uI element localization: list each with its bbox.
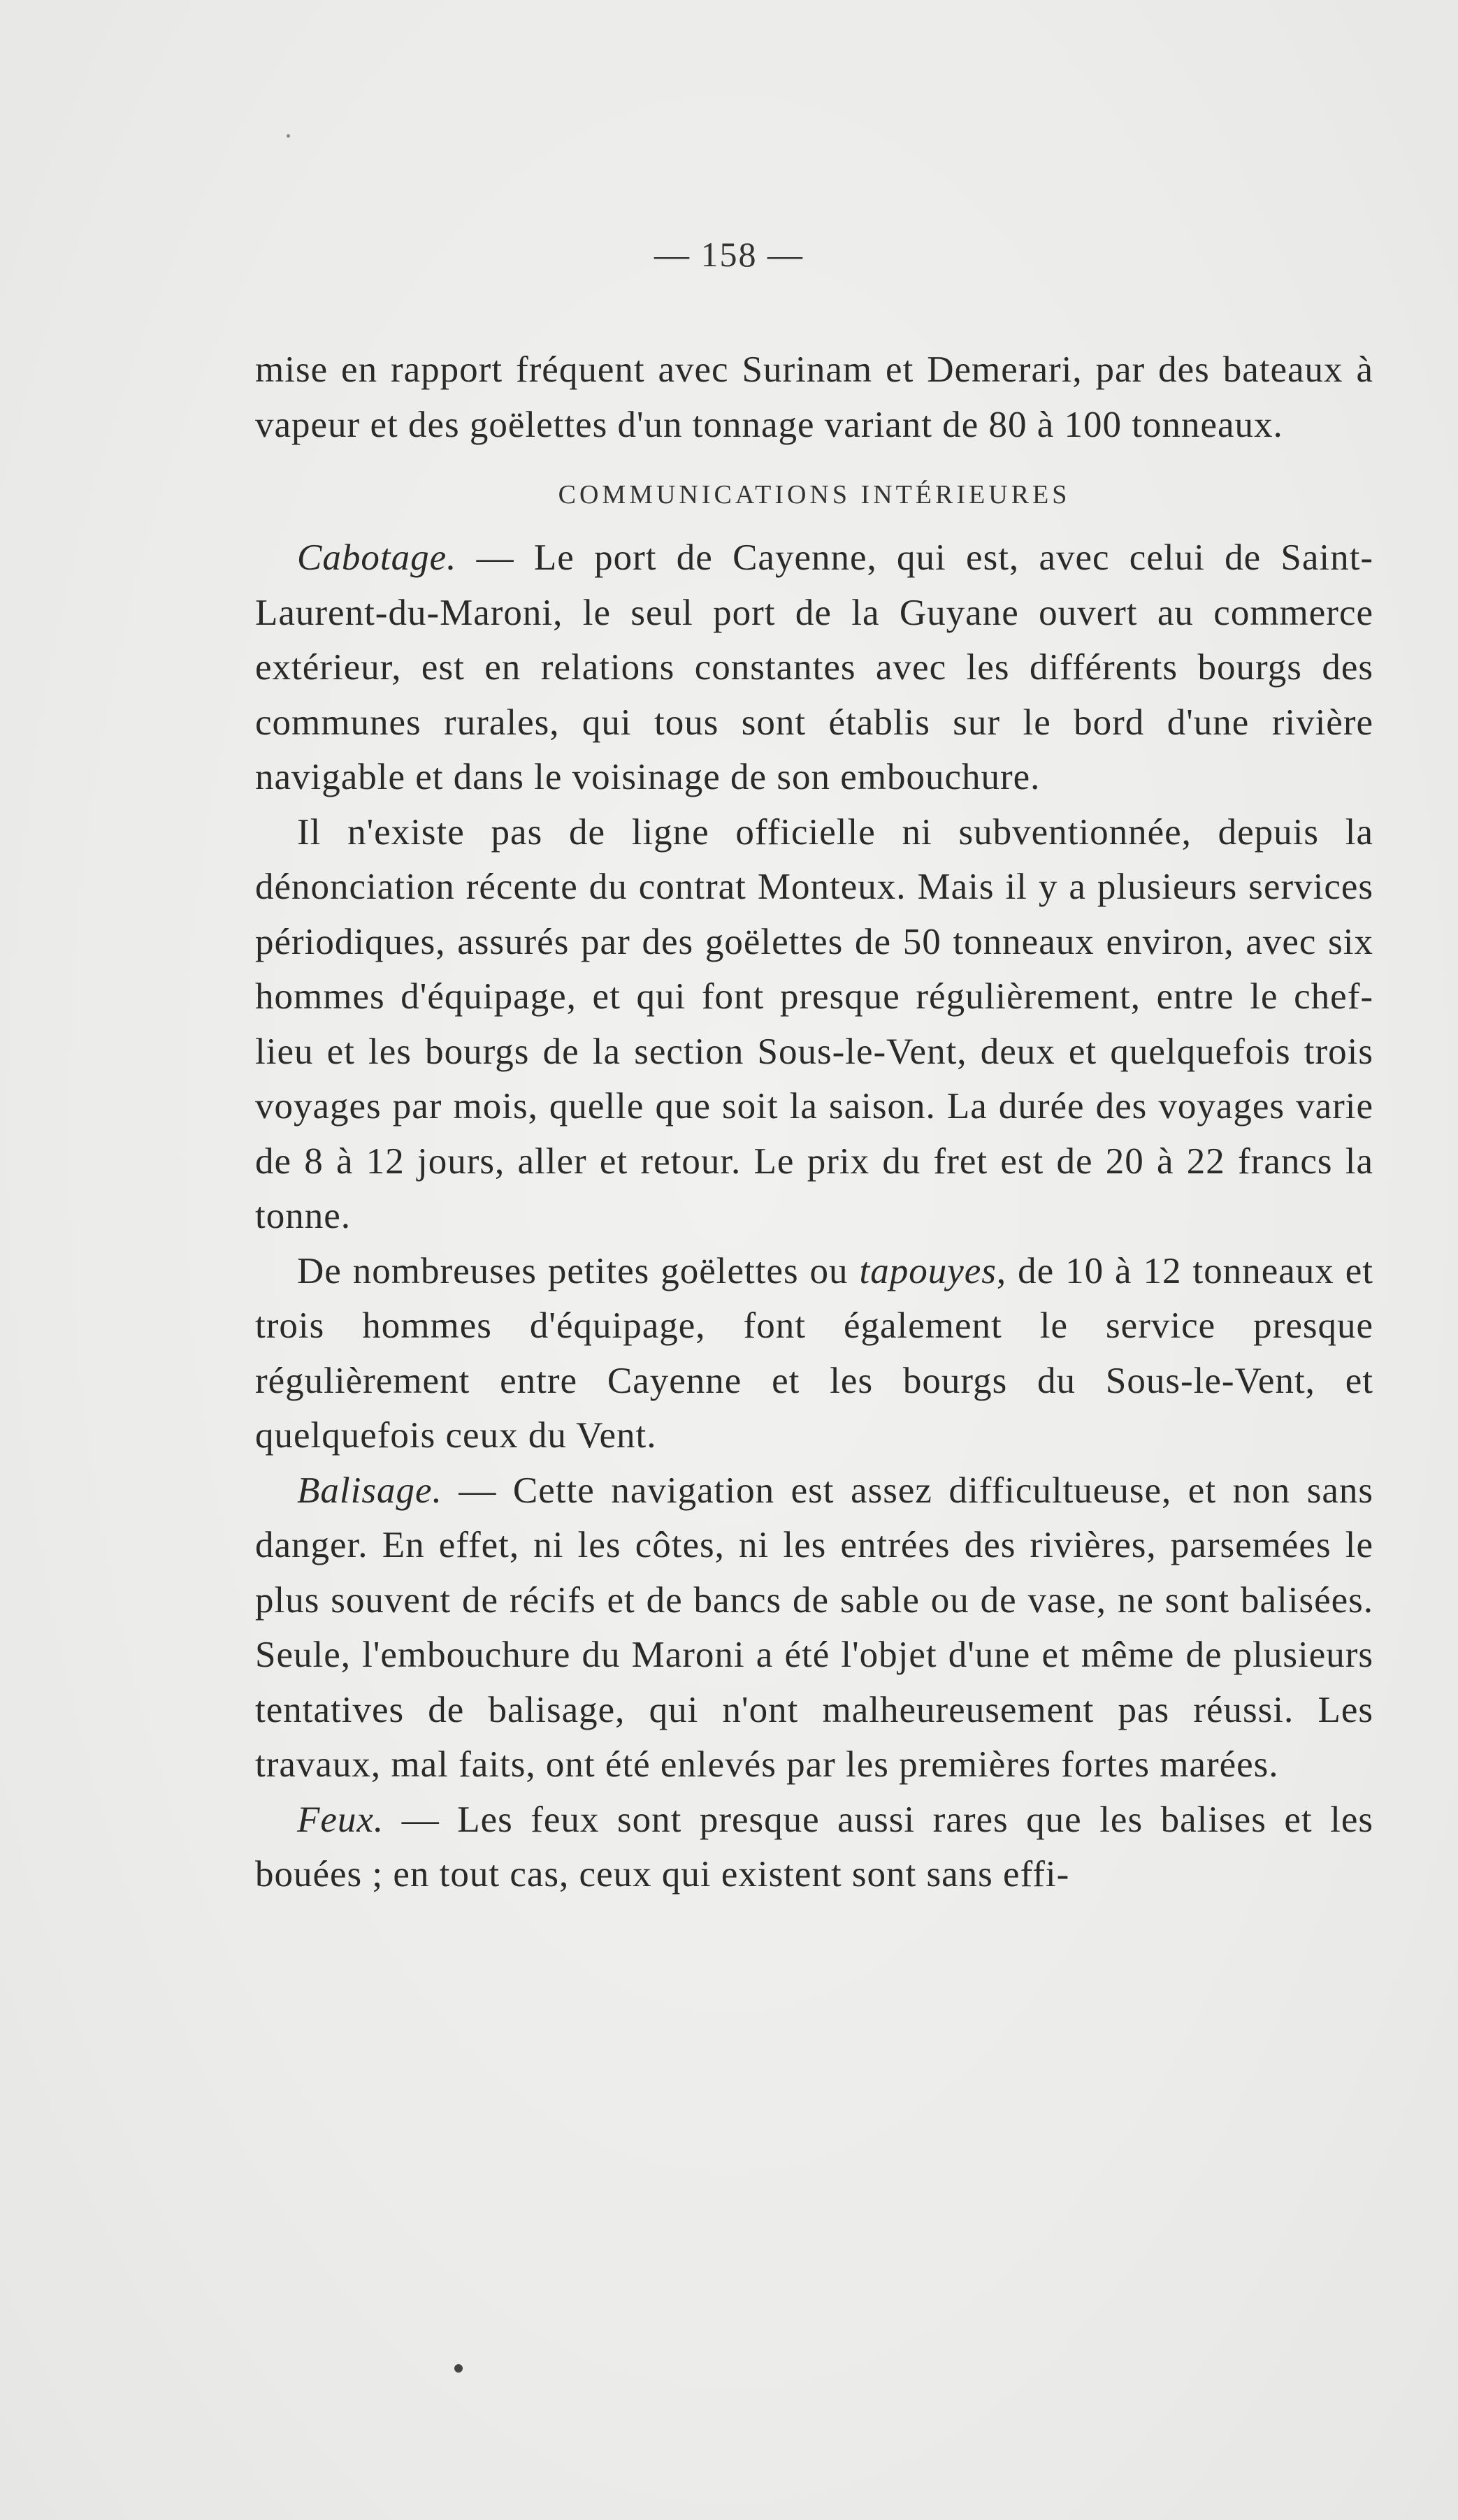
paragraph-services: Il n'existe pas de ligne officielle ni subventionnée, depuis la dénonciation récente du contrat Monteux. Mais il y a plusieurs services périodiques, assurés par des goëlettes de 50 tonneaux environ, avec six hommes d'équipage, et qui font presque régulièrement, entre le chef-lieu et les bourgs de la section Sous-le-Vent, deux et quelquefois trois voyages par mois, quelle que soit la saison. La durée des voyages varie de 8 à 12 jours, aller et retour. Le prix du fret est de 20 à 22 francs la tonne. bbox=[255, 811, 1373, 1236]
body-text bbox=[255, 342, 1373, 1902]
paragraph-feux bbox=[255, 1793, 1373, 1902]
paragraph-lead: Cabotage. bbox=[297, 537, 457, 578]
paragraph-emphasis: tapouyes bbox=[859, 1250, 997, 1291]
paragraph-text: — Le port de Cayenne, qui est, avec celui de Saint-Laurent-du-Maroni, le seul port de la Guyane ouvert au commerce extérieur, est en relations constantes avec les différents bourgs des communes rurales, qui tous sont établis sur le bord d'une rivière navigable et dans le voisinage de son embouchure. bbox=[255, 537, 1373, 797]
ink-dot bbox=[454, 2364, 463, 2373]
paragraph-text: De nombreuses petites goëlettes ou bbox=[297, 1250, 860, 1291]
page-number: — 158 — bbox=[654, 235, 804, 274]
paragraph-cabotage bbox=[255, 530, 1373, 805]
paragraph-text: — Les feux sont presque aussi rares que les balises et les bouées ; en tout cas, ceux qui existent sont sans effi- bbox=[255, 1799, 1373, 1895]
section-heading: COMMUNICATIONS INTÉRIEURES bbox=[558, 480, 1071, 509]
paragraph-tapouyes bbox=[255, 1244, 1373, 1463]
paragraph-text: — Cette navigation est assez difficultueuse, et non sans danger. En effet, ni les côtes, ni les entrées des rivières, parsemées le plus souvent de récifs et de bancs de sable ou de vase, ne sont balisées. Seule, l'embouchure du Maroni a été l'objet d'une et même de plusieurs tentatives de balisage, qui n'ont malheureusement pas réussi. Les travaux, mal faits, ont été enlevés par les premières fortes marées. bbox=[255, 1470, 1373, 1785]
paragraph-balisage bbox=[255, 1463, 1373, 1793]
paragraph-text: , de 10 à 12 tonneaux et trois hommes d'équipage, font également le service presque régulièrement entre Cayenne et les bourgs du Sous-le-Vent, et quelquefois ceux du Vent. bbox=[255, 1250, 1373, 1456]
paragraph-lead: Balisage. bbox=[297, 1470, 442, 1511]
paragraph-lead: Feux. bbox=[297, 1799, 384, 1840]
opening-paragraph: mise en rapport fréquent avec Surinam et Demerari, par des bateaux à vapeur et des goëlettes d'un tonnage variant de 80 à 100 tonneaux. bbox=[255, 349, 1373, 445]
paper-speck bbox=[287, 134, 290, 138]
